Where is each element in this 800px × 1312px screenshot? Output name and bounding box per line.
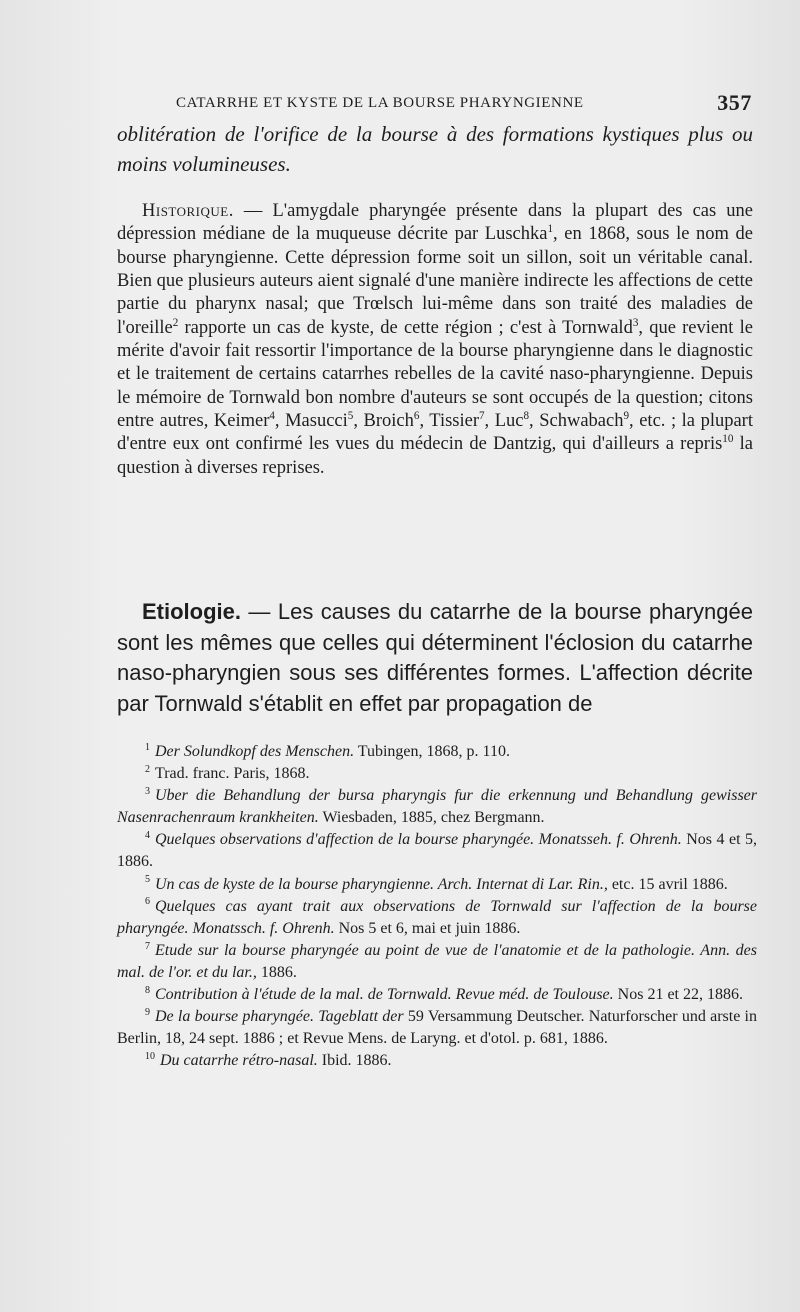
- footnote: $^6$ Quelques cas ayant trait aux observations de Tornwald sur l'affection de la bourse pharyngée. Monatssch. f. Ohrenh. Nos 5 et 6, mai et juin 1886.: [117, 896, 757, 937]
- footnote-ref: 5: [347, 409, 354, 422]
- footnote: $^{10}$ Du catarrhe rétro-nasal. Ibid. 1886.: [145, 1050, 392, 1070]
- page-number: 357: [717, 90, 752, 115]
- footnote-ref: 9: [623, 409, 630, 422]
- intro-paragraph: oblitération de l'orifice de la bourse à des formations kystiques plus ou moins volumineuses.: [117, 122, 753, 176]
- historique-heading: Historique.: [142, 201, 234, 221]
- footnote-ref: 4: [269, 409, 275, 422]
- footnote-ref: 6: [413, 409, 420, 422]
- footnote-ref: 2: [172, 316, 179, 329]
- footnote-ref: 3: [632, 316, 639, 329]
- footnote-ref: 1: [547, 223, 554, 236]
- footnote: $^5$ Un cas de kyste de la bourse pharyngienne. Arch. Internat di Lar. Rin., etc. 15 avril 1886.: [145, 874, 728, 893]
- footnote: $^2$ Trad. franc. Paris, 1868.: [145, 763, 310, 783]
- footnote: $^8$ Contribution à l'étude de la mal. de Tornwald. Revue méd. de Toulouse. Nos 21 et 22, 1886.: [145, 984, 743, 1004]
- historique-paragraph: Historique. — L'amygdale pharyngée présente dans la plupart des cas une dépression médiane de la muqueuse décrite par Luschka$^1$, en 1868, sous le nom de bourse pharyngienne. Cette dépression forme soit un sillon, soit un véritable canal. Bien que plusieurs auteurs aient signalé d'une manière indirecte les affections de cette partie du pharynx nasal; que Trœlsch lui-même dans son traité des maladies de l'oreille$^2$ rapporte un cas de kyste, de cette région ; c'est à Tornwald$^3$, que revient le mérite d'avoir fait ressortir l'importance de la bourse pharyngienne dans le diagnostic et le traitement de certains catarrhes rebelles de la cavité naso-pharyngienne. Depuis le mémoire de Tornwald bon nombre d'auteurs se sont occupés de la question; citons entre autres, Keimer$^4$, Masucci$^5$, Broich$^6$, Tissier$^7$, Luc$^8$, Schwabach$^9$, etc. ; la plupart d'entre eux ont confirmé les vues du médecin de Dantzig, qui d'ailleurs a repris$^{10}$ la question à diverses reprises.: [117, 201, 754, 478]
- etiologie-paragraph: Etiologie. — Les causes du catarrhe de la bourse pharyngée sont les mêmes que celles qui déterminent l'éclosion du catarrhe naso-pharyngien sous ses différentes formes. L'affection décrite par Tornwald s'établit en effet par propagation de: [117, 599, 753, 716]
- running-title: CATARRHE ET KYSTE DE LA BOURSE PHARYNGIENNE: [176, 95, 584, 111]
- footnote: $^3$ Uber die Behandlung der bursa pharyngis fur die erkennung und Behandlung gewisser Nasenrachenraum krankheiten. Wiesbaden, 1885, chez Bergmann.: [117, 785, 757, 827]
- footnotes-list: [117, 741, 757, 1072]
- footnote-ref: 8: [523, 409, 530, 422]
- footnote-ref: 7: [479, 409, 485, 422]
- footnote: $^7$ Etude sur la bourse pharyngée au point de vue de l'anatomie et de la pathologie. Ann. des mal. de l'or. et du lar., 1886.: [117, 940, 757, 981]
- footnote: $^9$ De la bourse pharyngée. Tageblatt der 59 Versammung Deutscher. Naturforscher und arste in Berlin, 18, 24 sept. 1886 ; et Revue Mens. de Laryng. et d'otol. p. 681, 1886.: [117, 1006, 757, 1048]
- footnote: $^1$ Der Solundkopf des Menschen. Tubingen, 1868, p. 110.: [145, 741, 510, 760]
- footnote: $^4$ Quelques observations d'affection de la bourse pharyngée. Monatsseh. f. Ohrenh. Nos 4 et 5, 1886.: [117, 830, 758, 871]
- footnote-ref: 10: [722, 433, 734, 446]
- etiologie-heading: Etiologie.: [142, 599, 241, 624]
- running-header: [176, 88, 752, 118]
